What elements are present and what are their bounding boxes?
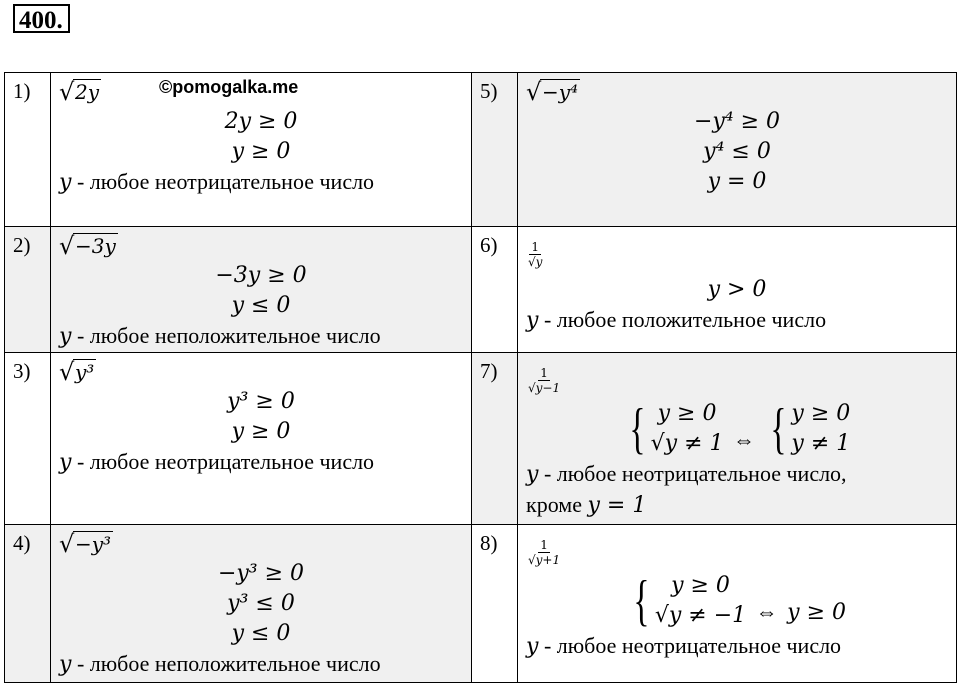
- math-line: y = 0: [707, 169, 767, 194]
- cell-index: 2): [5, 227, 51, 353]
- math-line: y > 0: [707, 277, 767, 302]
- sqrt-expression: √ −3y: [59, 232, 116, 260]
- conclusion: y - любое неположительное число: [59, 323, 381, 349]
- math-line: y³ ≥ 0: [227, 389, 295, 414]
- sqrt-expression: √ −y³: [59, 530, 112, 558]
- cell-index: 4): [5, 525, 51, 683]
- cell-3: [51, 353, 472, 525]
- cell-index: 3): [5, 353, 51, 525]
- cell-1: [51, 73, 472, 227]
- math-line: y ≤ 0: [231, 621, 291, 646]
- math-line: y³ ≤ 0: [227, 591, 295, 616]
- math-line: y ≤ 0: [231, 293, 291, 318]
- cell-5: [518, 73, 957, 227]
- conclusion: y - любое неотрицательное число: [59, 449, 375, 475]
- fraction: $\frac{1}{√y-1}$: [528, 366, 561, 395]
- fraction: $\frac{1}{√y+1}$: [528, 538, 561, 567]
- cell-2: [51, 227, 472, 353]
- conclusion: y - любое неотрицательное число,: [526, 461, 847, 487]
- cell-8: [518, 525, 957, 683]
- math-line: y⁴ ≤ 0: [703, 139, 771, 164]
- sqrt-expression: √ −y⁴: [526, 78, 579, 106]
- cell-index: 8): [472, 525, 518, 683]
- sqrt-expression: √ y³: [59, 358, 95, 386]
- math-line: y ≥ 0: [231, 419, 291, 444]
- cell-4: [51, 525, 472, 683]
- math-line: −y⁴ ≥ 0: [693, 109, 781, 134]
- system-equivalence: { y ≥ 0 √y ≠ −1 ⇔ y ≥ 0: [633, 570, 847, 632]
- cell-index: 7): [472, 353, 518, 525]
- cell-index: 6): [472, 227, 518, 353]
- conclusion: y - любое неположительное число: [59, 651, 381, 677]
- conclusion-continued: кроме y = 1: [526, 492, 647, 518]
- conclusion: y - любое неотрицательное число: [59, 169, 375, 195]
- math-line: 2y ≥ 0: [224, 109, 298, 134]
- cell-6: [518, 227, 957, 353]
- math-line: −3y ≥ 0: [215, 263, 307, 288]
- problem-number: 400.: [13, 4, 70, 33]
- fraction: $\frac{1}{√y}$: [528, 240, 543, 269]
- conclusion: y - любое положительное число: [526, 307, 827, 333]
- solution-table: [4, 72, 957, 683]
- system-equivalence: { y ≥ 0 √y ≠ 1 ⇔ { y ≥ 0 y ≠ 1: [629, 398, 851, 460]
- cell-index: 1): [5, 73, 51, 227]
- cell-index: 5): [472, 73, 518, 227]
- conclusion: y - любое неотрицательное число: [526, 633, 842, 659]
- cell-7: [518, 353, 957, 525]
- sqrt-expression: √ 2y: [59, 78, 100, 106]
- math-line: y ≥ 0: [231, 139, 291, 164]
- math-line: −y³ ≥ 0: [217, 561, 305, 586]
- watermark: ©pomogalka.me: [159, 77, 299, 97]
